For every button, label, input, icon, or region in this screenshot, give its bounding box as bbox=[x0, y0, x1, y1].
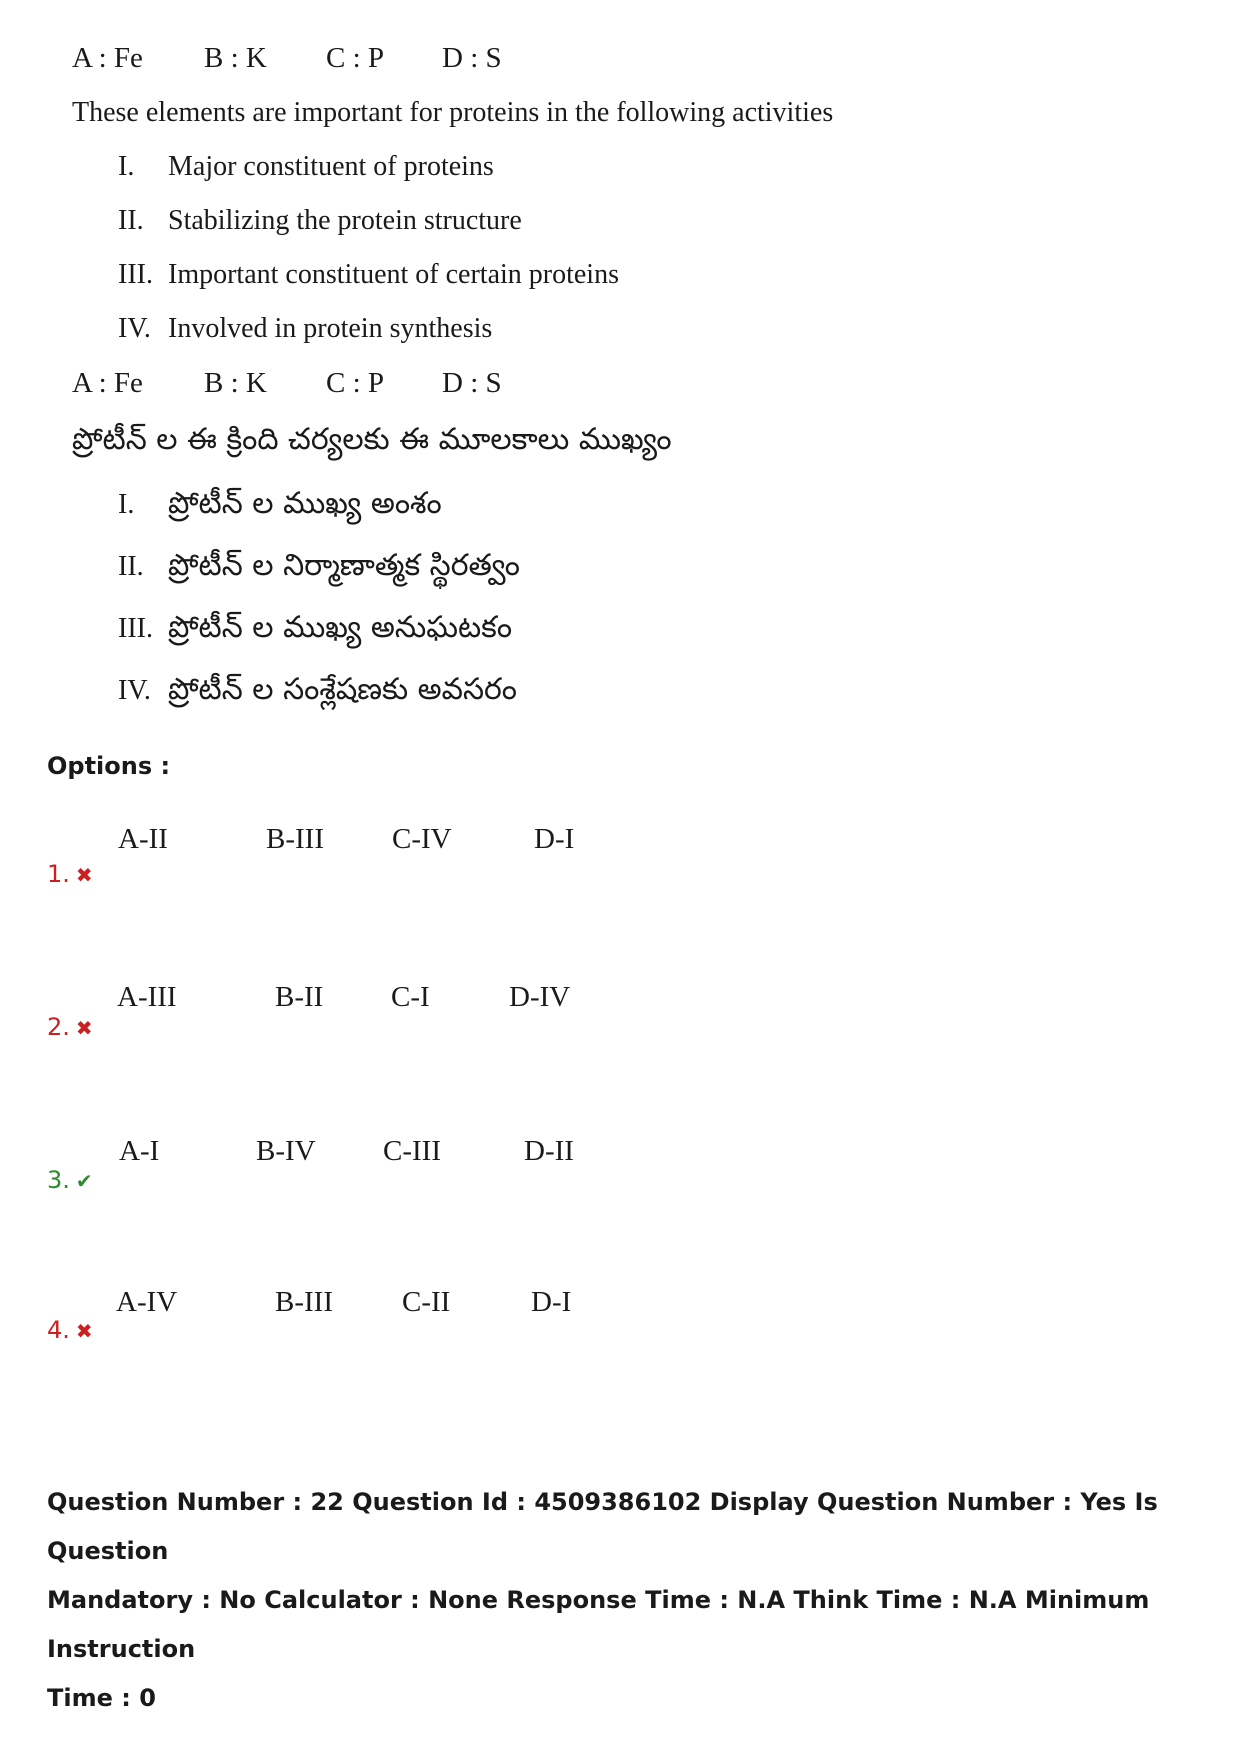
activity-num: IV. bbox=[118, 675, 151, 706]
activity-num: III. bbox=[118, 613, 153, 644]
activity-en-1 bbox=[118, 151, 494, 183]
option-value: D-II bbox=[524, 1135, 574, 1167]
option-value: B-III bbox=[266, 823, 324, 855]
activity-num: I. bbox=[118, 489, 135, 520]
activity-text: Stabilizing the protein structure bbox=[168, 205, 522, 236]
option-value: A-IV bbox=[116, 1286, 178, 1318]
option-value: D-I bbox=[534, 823, 575, 855]
option-num: 2. bbox=[47, 1013, 70, 1041]
activity-text: Major constituent of proteins bbox=[168, 151, 494, 182]
element-b: B : K bbox=[204, 367, 267, 399]
activity-num: II. bbox=[118, 551, 144, 582]
option-value: D-IV bbox=[509, 981, 571, 1013]
activity-te-1 bbox=[118, 486, 442, 528]
meta-line-3: Time : 0 bbox=[47, 1684, 156, 1712]
activity-num: II. bbox=[118, 205, 144, 236]
option-num: 3. bbox=[47, 1166, 70, 1194]
activity-text: ప్రోటీన్ ల ముఖ్య అనుఘటకం bbox=[168, 610, 513, 645]
cross-icon: ✖ bbox=[75, 1319, 93, 1343]
option-value: B-IV bbox=[256, 1135, 316, 1167]
element-d: D : S bbox=[442, 367, 502, 399]
intro-en: These elements are important for proteins in the following activities bbox=[72, 97, 834, 128]
cross-icon: ✖ bbox=[75, 863, 93, 887]
option-value: C-III bbox=[383, 1135, 441, 1167]
option-value: A-I bbox=[119, 1135, 160, 1167]
activity-te-3 bbox=[118, 610, 512, 652]
activity-num: I. bbox=[118, 151, 135, 182]
element-b: B : K bbox=[204, 42, 267, 74]
option-value: C-I bbox=[391, 981, 430, 1013]
activity-en-3 bbox=[118, 259, 619, 291]
activity-text: ప్రోటీన్ ల ముఖ్య అంశం bbox=[168, 486, 442, 521]
option-3-number bbox=[47, 1166, 93, 1194]
option-value: C-IV bbox=[392, 823, 452, 855]
activity-num: IV. bbox=[118, 313, 151, 344]
element-a: A : Fe bbox=[72, 367, 143, 399]
option-value: B-III bbox=[275, 1286, 333, 1318]
option-num: 1. bbox=[47, 860, 70, 888]
cross-icon: ✖ bbox=[75, 1016, 93, 1040]
activity-text: ప్రోటీన్ ల సంశ్లేషణకు అవసరం bbox=[168, 672, 518, 707]
element-d: D : S bbox=[442, 42, 502, 74]
activity-te-4 bbox=[118, 672, 517, 714]
meta-line-1: Question Number : 22 Question Id : 4509386102 Display Question Number : Yes Is Question bbox=[47, 1488, 1158, 1565]
option-value: C-II bbox=[402, 1286, 451, 1318]
option-value: D-I bbox=[531, 1286, 572, 1318]
option-num: 4. bbox=[47, 1316, 70, 1344]
option-2-number bbox=[47, 1013, 93, 1041]
elements-row-te bbox=[72, 367, 502, 400]
meta-line-2: Mandatory : No Calculator : None Response Time : N.A Think Time : N.A Minimum Instruction bbox=[47, 1586, 1150, 1663]
activity-text: Involved in protein synthesis bbox=[168, 313, 493, 344]
activity-num: III. bbox=[118, 259, 153, 290]
element-a: A : Fe bbox=[72, 42, 143, 74]
question-meta bbox=[47, 1478, 1207, 1723]
option-4-number bbox=[47, 1316, 93, 1344]
activity-te-2 bbox=[118, 548, 520, 590]
activity-text: Important constituent of certain proteins bbox=[168, 259, 619, 290]
options-label: Options : bbox=[47, 752, 171, 780]
activity-en-4 bbox=[118, 313, 492, 345]
option-value: B-II bbox=[275, 981, 324, 1013]
activity-en-2 bbox=[118, 205, 522, 237]
option-value: A-III bbox=[117, 981, 177, 1013]
intro-te: ప్రోటీన్ ల ఈ క్రింది చర్యలకు ఈ మూలకాలు ముఖ్యం bbox=[72, 422, 672, 457]
activity-text: ప్రోటీన్ ల నిర్మాణాత్మక స్థిరత్వం bbox=[168, 548, 520, 583]
element-c: C : P bbox=[326, 42, 385, 74]
option-value: A-II bbox=[118, 823, 168, 855]
check-icon: ✔ bbox=[75, 1169, 93, 1193]
option-1-number bbox=[47, 860, 93, 888]
elements-row-en bbox=[72, 42, 502, 75]
element-c: C : P bbox=[326, 367, 385, 399]
